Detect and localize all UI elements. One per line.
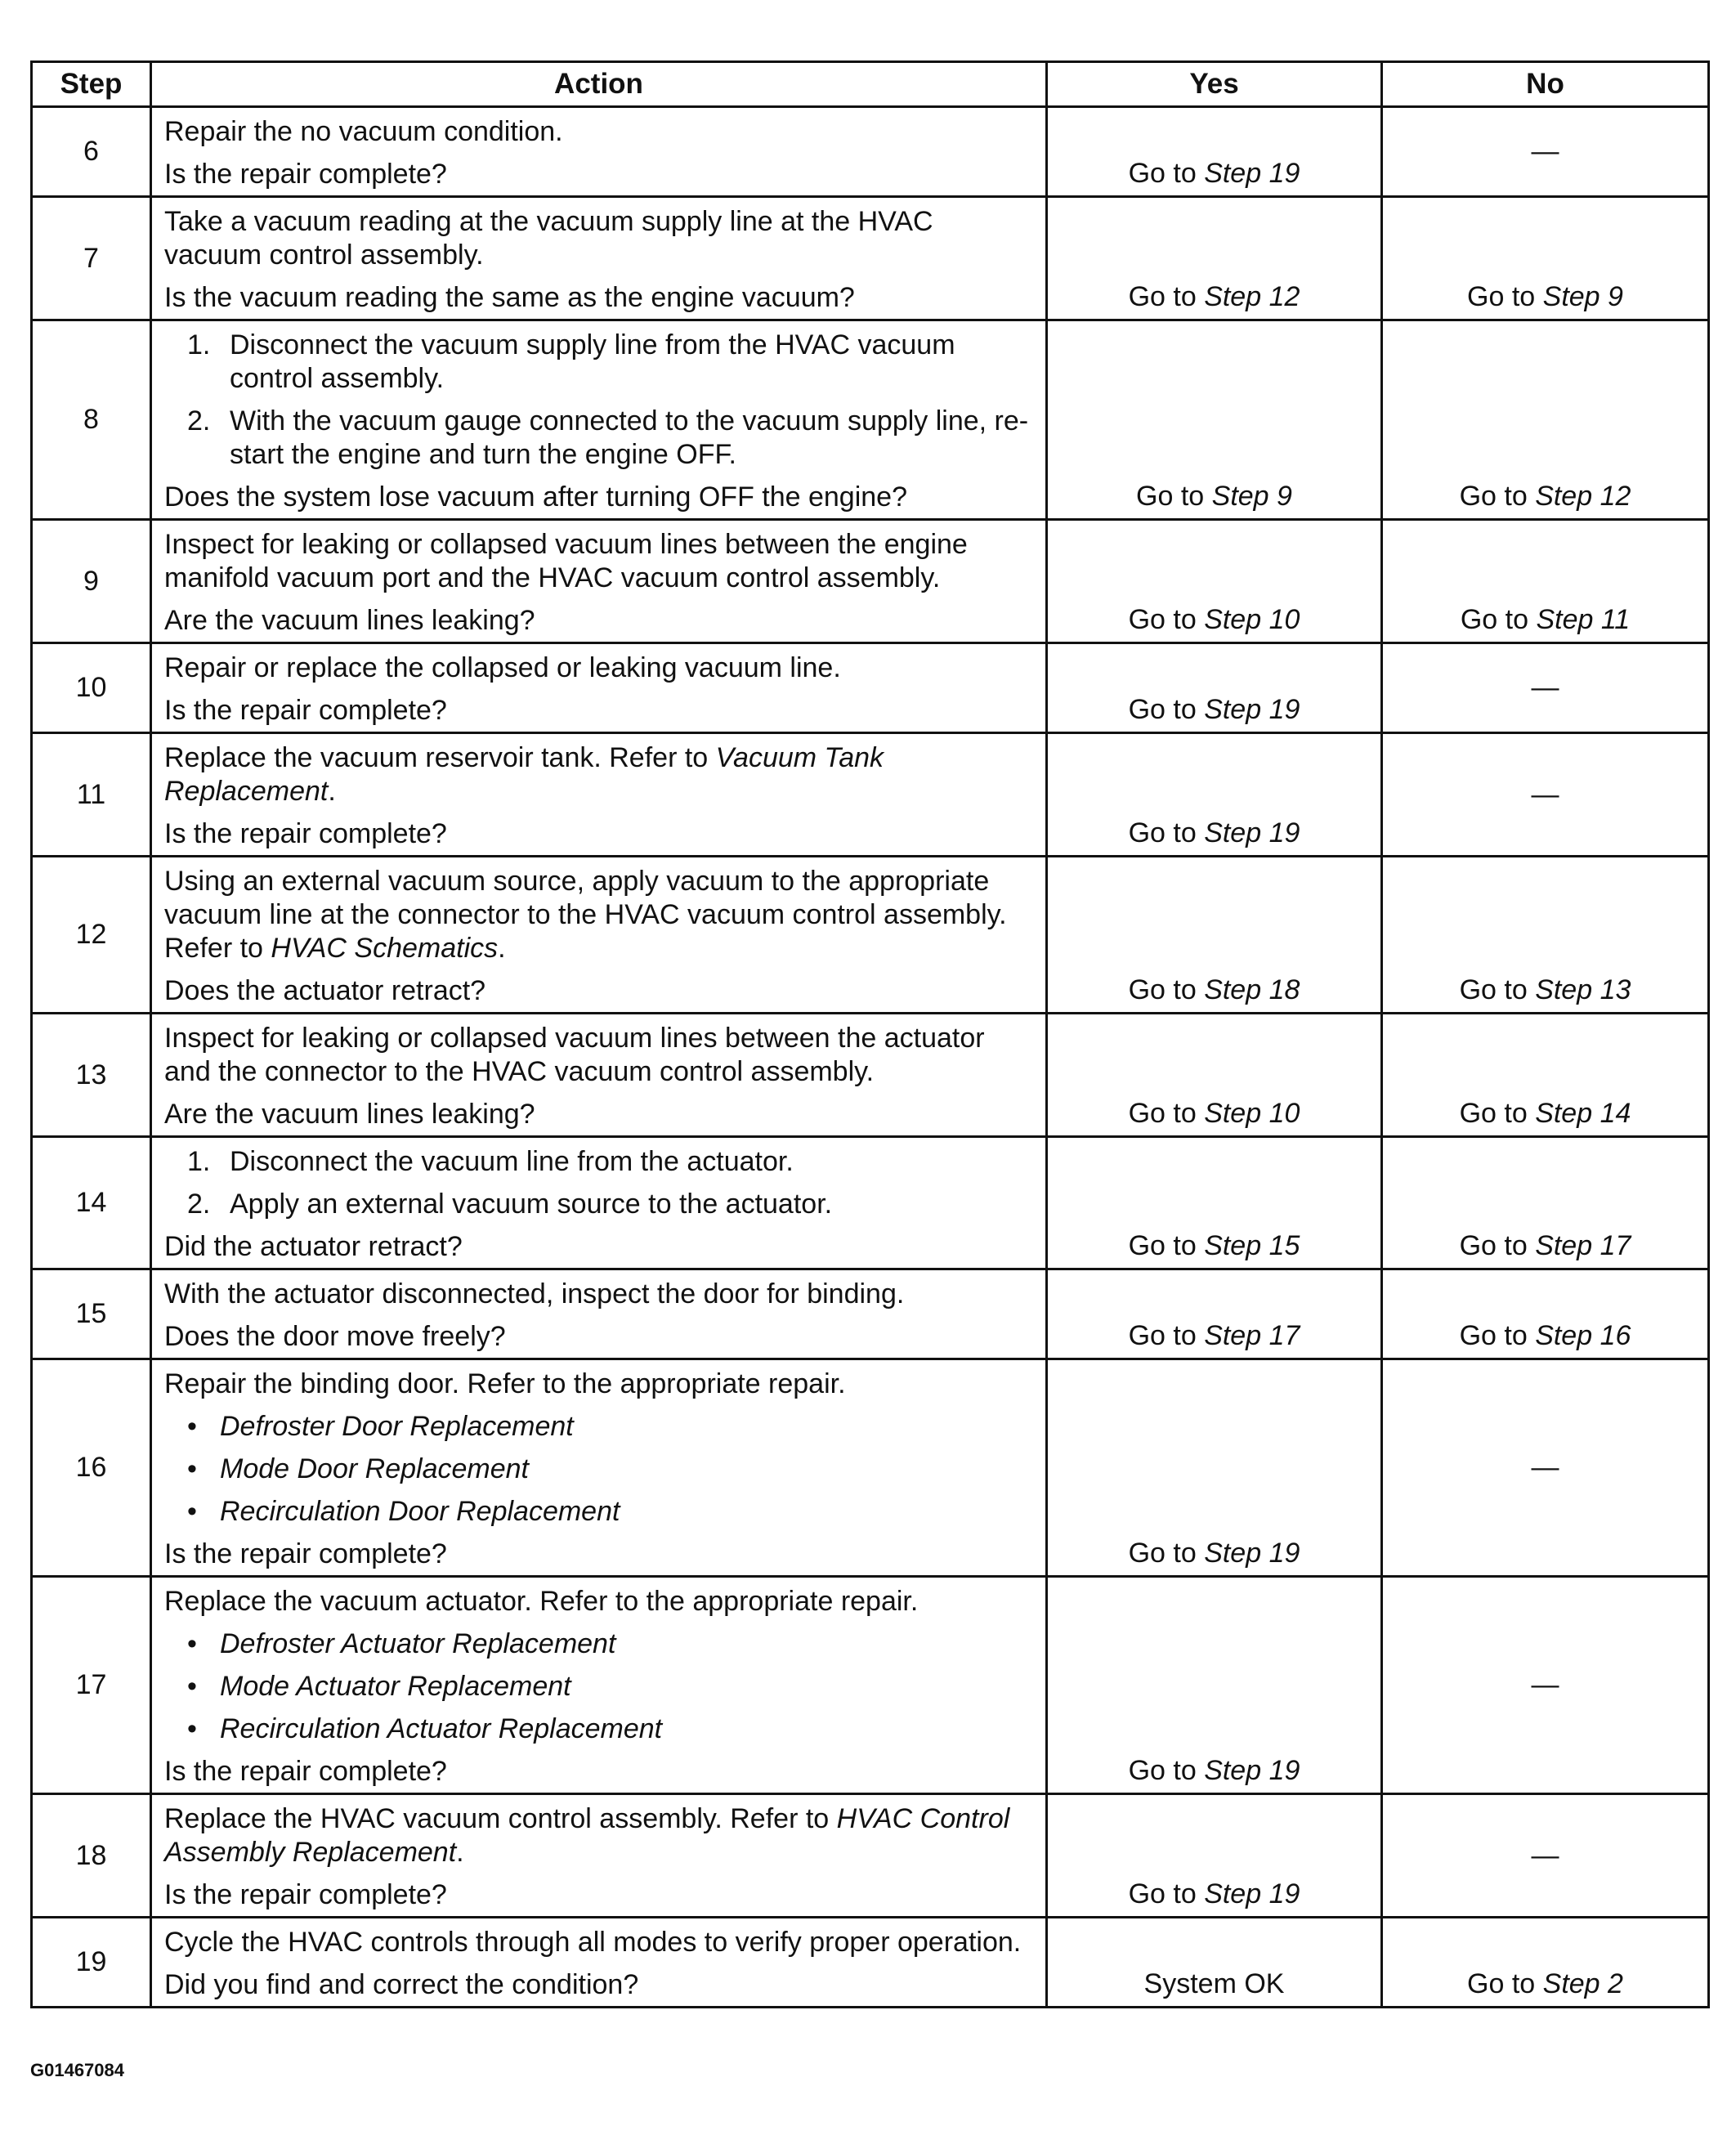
item-text	[220, 1670, 1036, 1703]
header-row	[32, 62, 1709, 107]
item-text	[220, 1453, 1036, 1486]
no-step-ref: Step 17	[1535, 1230, 1631, 1261]
yes-result	[1047, 1137, 1382, 1269]
no-result	[1382, 1137, 1709, 1269]
yes-step-ref: Step 19	[1204, 158, 1300, 189]
item-text	[230, 1188, 1036, 1221]
text-fragment: Defroster Door Replacement	[220, 1411, 574, 1442]
table-row	[32, 1269, 1709, 1359]
no-result	[1382, 520, 1709, 643]
yes-result-text: Go to	[1128, 1538, 1205, 1569]
yes-result-text: Go to	[1128, 694, 1205, 725]
action-question: Is the repair complete?	[164, 1538, 447, 1569]
action-question: Is the repair complete?	[164, 1756, 447, 1787]
no-result	[1382, 857, 1709, 1014]
text-fragment: Apply an external vacuum source to the actuator.	[230, 1189, 833, 1220]
no-result-text: Go to	[1460, 604, 1537, 635]
step-number: 10	[32, 643, 151, 733]
item-text	[230, 1145, 1036, 1179]
no-result	[1382, 320, 1709, 520]
action-text	[164, 1585, 1036, 1618]
no-result	[1382, 643, 1709, 733]
header-step: Step	[32, 62, 151, 107]
yes-step-ref: Step 19	[1204, 694, 1300, 725]
text-fragment: Recirculation Actuator Replacement	[220, 1713, 663, 1744]
table-row	[32, 107, 1709, 197]
yes-result-text: Go to	[1128, 1230, 1205, 1261]
action-question: Did the actuator retract?	[164, 1231, 463, 1262]
yes-result-text: Go to	[1128, 1755, 1205, 1786]
no-result-text: Go to	[1459, 481, 1536, 512]
yes-result	[1047, 320, 1382, 520]
table-row	[32, 1359, 1709, 1577]
header-no: No	[1382, 62, 1709, 107]
no-result-text: —	[1531, 672, 1559, 703]
action-question: Does the door move freely?	[164, 1321, 506, 1352]
table-row	[32, 520, 1709, 643]
action-question: Are the vacuum lines leaking?	[164, 1099, 535, 1130]
yes-result-text: System OK	[1143, 1968, 1285, 1999]
action-cell	[151, 1918, 1047, 2008]
numbered-item	[164, 405, 1036, 472]
action-cell	[151, 733, 1047, 857]
action-text	[164, 1926, 1036, 1959]
header-yes: Yes	[1047, 62, 1382, 107]
action-cell	[151, 1014, 1047, 1137]
text-fragment: With the vacuum gauge connected to the vacuum supply line, re-start the engine and turn the engine OFF.	[230, 405, 1029, 470]
yes-result	[1047, 1359, 1382, 1577]
item-text	[220, 1712, 1036, 1746]
diagnostic-table	[30, 60, 1710, 2008]
bullet-item	[164, 1670, 1036, 1703]
table-row	[32, 197, 1709, 320]
no-result	[1382, 107, 1709, 197]
no-result-text: Go to	[1459, 974, 1536, 1005]
step-number: 19	[32, 1918, 151, 2008]
action-cell	[151, 107, 1047, 197]
text-fragment: Inspect for leaking or collapsed vacuum lines between the actuator and the connector to the HVAC vacuum control assembly.	[164, 1023, 985, 1087]
action-cell	[151, 197, 1047, 320]
step-number: 12	[32, 857, 151, 1014]
yes-result-text: Go to	[1128, 974, 1205, 1005]
item-number: 2.	[187, 405, 211, 436]
text-fragment: .	[456, 1837, 464, 1868]
figure-id: G01467084	[30, 2060, 124, 2080]
action-text	[164, 1278, 1036, 1311]
yes-result-text: Go to	[1128, 1098, 1205, 1129]
text-fragment: With the actuator disconnected, inspect the door for binding.	[164, 1278, 905, 1309]
step-number: 8	[32, 320, 151, 520]
table-row	[32, 1918, 1709, 2008]
no-step-ref: Step 14	[1535, 1098, 1631, 1129]
yes-step-ref: Step 19	[1204, 1878, 1300, 1909]
yes-result	[1047, 1918, 1382, 2008]
yes-step-ref: Step 9	[1211, 481, 1292, 512]
no-result	[1382, 1359, 1709, 1577]
action-cell	[151, 1137, 1047, 1269]
action-text	[164, 651, 1036, 685]
table-row	[32, 320, 1709, 520]
table-row	[32, 733, 1709, 857]
yes-result	[1047, 1269, 1382, 1359]
header-action: Action	[151, 62, 1047, 107]
no-result-text: —	[1531, 778, 1559, 810]
item-text	[220, 1627, 1036, 1661]
numbered-item	[164, 1145, 1036, 1179]
bullet-item	[164, 1410, 1036, 1444]
yes-step-ref: Step 12	[1204, 281, 1300, 312]
table-row	[32, 1014, 1709, 1137]
action-cell	[151, 1269, 1047, 1359]
action-question: Is the repair complete?	[164, 1879, 447, 1910]
action-text	[164, 1802, 1036, 1869]
no-step-ref: Step 13	[1535, 974, 1631, 1005]
action-text	[164, 741, 1036, 808]
step-number: 15	[32, 1269, 151, 1359]
action-question: Did you find and correct the condition?	[164, 1969, 639, 2000]
no-result	[1382, 1269, 1709, 1359]
no-result	[1382, 733, 1709, 857]
yes-result-text: Go to	[1128, 281, 1205, 312]
no-result	[1382, 1918, 1709, 2008]
step-number: 14	[32, 1137, 151, 1269]
action-text	[164, 1368, 1036, 1401]
no-result-text: —	[1531, 1452, 1559, 1483]
action-question: Are the vacuum lines leaking?	[164, 605, 535, 636]
yes-step-ref: Step 15	[1204, 1230, 1300, 1261]
yes-result	[1047, 520, 1382, 643]
no-step-ref: Step 11	[1536, 604, 1631, 635]
yes-result	[1047, 197, 1382, 320]
text-fragment: Replace the vacuum actuator. Refer to the appropriate repair.	[164, 1586, 919, 1617]
no-result-text: Go to	[1459, 1098, 1536, 1129]
no-result-text: —	[1531, 1839, 1559, 1871]
reference-link-text: HVAC Schematics	[271, 933, 499, 964]
action-cell	[151, 857, 1047, 1014]
table-row	[32, 1794, 1709, 1918]
step-number: 17	[32, 1577, 151, 1794]
reference-link-text: Vacuum Tank Replacement	[164, 742, 884, 807]
text-fragment: Mode Door Replacement	[220, 1453, 529, 1484]
no-step-ref: Step 9	[1542, 281, 1623, 312]
text-fragment: Defroster Actuator Replacement	[220, 1628, 616, 1659]
text-fragment: Replace the HVAC vacuum control assembly. Refer to	[164, 1803, 837, 1834]
step-number: 16	[32, 1359, 151, 1577]
yes-step-ref: Step 19	[1204, 1538, 1300, 1569]
text-fragment: Repair or replace the collapsed or leaking vacuum line.	[164, 652, 841, 683]
yes-step-ref: Step 18	[1204, 974, 1300, 1005]
action-cell	[151, 1359, 1047, 1577]
no-result-text: Go to	[1459, 1230, 1536, 1261]
yes-step-ref: Step 19	[1204, 1755, 1300, 1786]
bullet-item	[164, 1712, 1036, 1746]
action-cell	[151, 643, 1047, 733]
no-result	[1382, 1014, 1709, 1137]
no-result-text: Go to	[1467, 281, 1543, 312]
table-row	[32, 643, 1709, 733]
bullet-item	[164, 1495, 1036, 1529]
no-result	[1382, 197, 1709, 320]
action-question: Does the actuator retract?	[164, 975, 486, 1006]
item-number: 1.	[187, 1146, 211, 1177]
text-fragment: Repair the no vacuum condition.	[164, 116, 563, 147]
text-fragment: Disconnect the vacuum supply line from the HVAC vacuum control assembly.	[230, 329, 955, 394]
yes-result	[1047, 1794, 1382, 1918]
no-step-ref: Step 2	[1542, 1968, 1623, 1999]
yes-result	[1047, 733, 1382, 857]
step-number: 6	[32, 107, 151, 197]
text-fragment: Using an external vacuum source, apply vacuum to the appropriate vacuum line at the connector to the HVAC vacuum control assembly. Refer to	[164, 866, 1007, 964]
yes-step-ref: Step 17	[1204, 1320, 1300, 1351]
text-fragment: Recirculation Door Replacement	[220, 1496, 620, 1527]
action-text	[164, 865, 1036, 965]
yes-result	[1047, 107, 1382, 197]
action-question: Is the repair complete?	[164, 818, 447, 849]
text-fragment: .	[328, 776, 336, 807]
numbered-item	[164, 329, 1036, 396]
text-fragment: Mode Actuator Replacement	[220, 1671, 571, 1702]
item-number: 1.	[187, 329, 211, 360]
step-number: 13	[32, 1014, 151, 1137]
item-text	[220, 1410, 1036, 1444]
bullet-item	[164, 1627, 1036, 1661]
numbered-item	[164, 1188, 1036, 1221]
bullet-icon: •	[187, 1411, 197, 1442]
no-result-text: —	[1531, 136, 1559, 167]
no-result-text: Go to	[1459, 1320, 1536, 1351]
step-number: 18	[32, 1794, 151, 1918]
yes-step-ref: Step 10	[1204, 1098, 1300, 1129]
item-number: 2.	[187, 1189, 211, 1220]
text-fragment: Cycle the HVAC controls through all modes to verify proper operation.	[164, 1927, 1022, 1958]
bullet-icon: •	[187, 1628, 197, 1659]
step-number: 11	[32, 733, 151, 857]
step-number: 9	[32, 520, 151, 643]
yes-step-ref: Step 19	[1204, 817, 1300, 848]
yes-result-text: Go to	[1128, 1878, 1205, 1909]
table-row	[32, 1577, 1709, 1794]
reference-link-text: HVAC Control Assembly Replacement	[164, 1803, 1010, 1868]
no-step-ref: Step 12	[1535, 481, 1631, 512]
text-fragment: .	[498, 933, 506, 964]
yes-result	[1047, 1577, 1382, 1794]
text-fragment: Repair the binding door. Refer to the appropriate repair.	[164, 1368, 846, 1399]
action-cell	[151, 1577, 1047, 1794]
yes-result-text: Go to	[1136, 481, 1212, 512]
action-text	[164, 115, 1036, 149]
bullet-icon: •	[187, 1453, 197, 1484]
table-row	[32, 857, 1709, 1014]
no-result	[1382, 1577, 1709, 1794]
item-text	[230, 329, 1036, 396]
yes-step-ref: Step 10	[1204, 604, 1300, 635]
item-text	[220, 1495, 1036, 1529]
no-step-ref: Step 16	[1535, 1320, 1631, 1351]
bullet-item	[164, 1453, 1036, 1486]
step-number: 7	[32, 197, 151, 320]
action-text	[164, 1022, 1036, 1089]
action-question: Is the repair complete?	[164, 695, 447, 726]
yes-result	[1047, 643, 1382, 733]
action-cell	[151, 520, 1047, 643]
text-fragment: Inspect for leaking or collapsed vacuum lines between the engine manifold vacuum port and the HVAC vacuum control assembly.	[164, 529, 968, 593]
bullet-icon: •	[187, 1496, 197, 1527]
action-question: Is the repair complete?	[164, 159, 447, 190]
text-fragment: Disconnect the vacuum line from the actuator.	[230, 1146, 794, 1177]
action-cell	[151, 320, 1047, 520]
no-result-text: Go to	[1467, 1968, 1543, 1999]
no-result-text: —	[1531, 1669, 1559, 1700]
yes-result	[1047, 1014, 1382, 1137]
yes-result	[1047, 857, 1382, 1014]
text-fragment: Replace the vacuum reservoir tank. Refer to	[164, 742, 716, 773]
yes-result-text: Go to	[1128, 1320, 1205, 1351]
table-row	[32, 1137, 1709, 1269]
bullet-icon: •	[187, 1671, 197, 1702]
action-text	[164, 528, 1036, 595]
action-text	[164, 205, 1036, 272]
no-result	[1382, 1794, 1709, 1918]
action-cell	[151, 1794, 1047, 1918]
action-question: Is the vacuum reading the same as the engine vacuum?	[164, 282, 855, 313]
action-question: Does the system lose vacuum after turning OFF the engine?	[164, 481, 908, 513]
yes-result-text: Go to	[1128, 158, 1205, 189]
yes-result-text: Go to	[1128, 604, 1205, 635]
text-fragment: Take a vacuum reading at the vacuum supply line at the HVAC vacuum control assembly.	[164, 206, 933, 271]
bullet-icon: •	[187, 1713, 197, 1744]
item-text	[230, 405, 1036, 472]
yes-result-text: Go to	[1128, 817, 1205, 848]
